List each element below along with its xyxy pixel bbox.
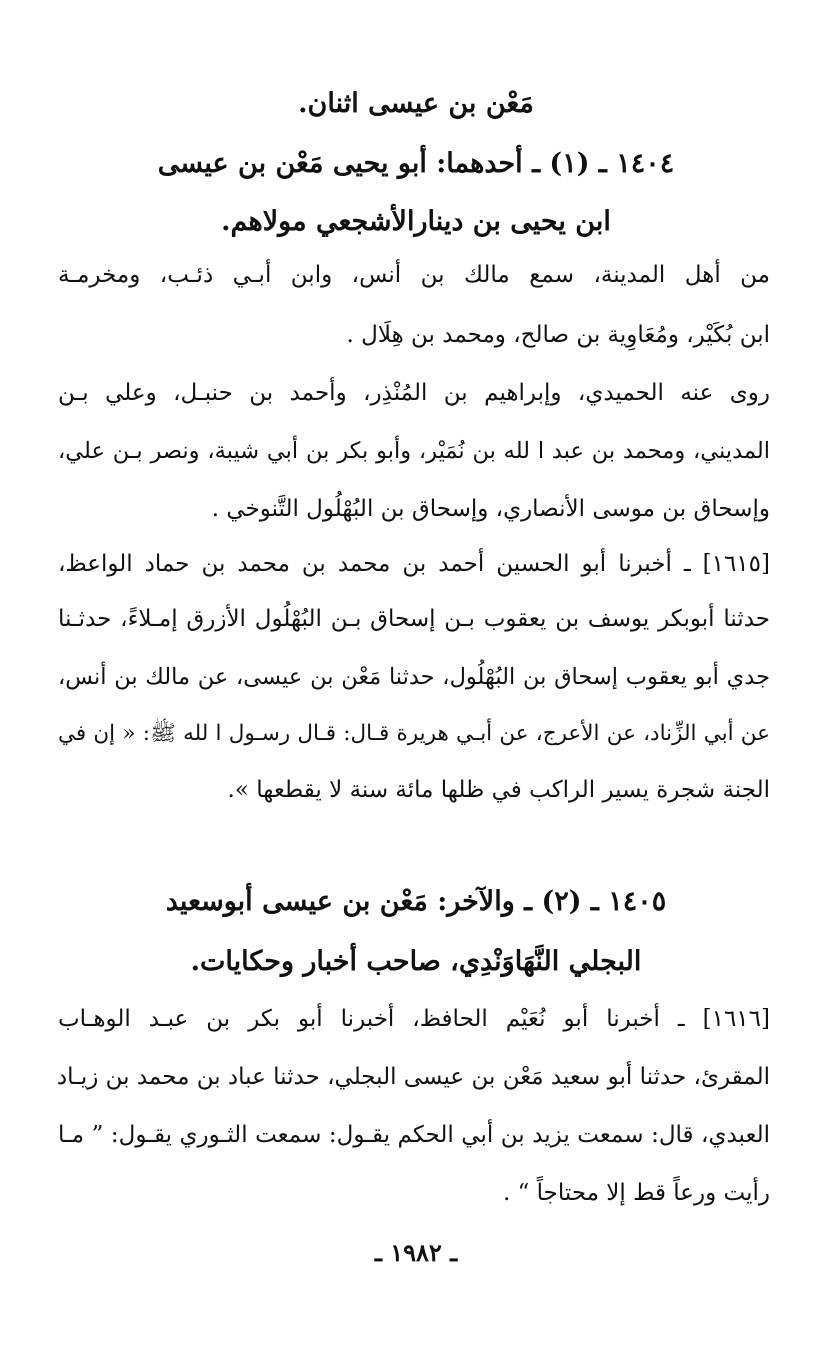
entry-1404-heading-line1: ١٤٠٤ ـ (١) ـ أحدهما: أبو يحيى مَعْن بن عيسى (157, 148, 675, 179)
narration-1616-line: المقرئ، حدثنا أبو سعيد مَعْن بن عيسى البجلي، حدثنا عباد بن محمد بن زيـاد (56, 1064, 770, 1090)
entry-1404-heading-line2: ابن يحيى بن دينارالأشجعي مولاهم. (221, 206, 611, 237)
narration-1615-line: حدثنا أبوبكر يوسف بن يعقوب بـن إسحاق بـن البُهْلُول الأزرق إمـلاءً، حدثـنا (58, 606, 770, 632)
narration-1615-line: عن أبي الزِّناد، عن الأعرج، عن أبـي هريرة قـال: قـال رسـول ا لله ﷺ: « إن في (58, 721, 770, 746)
narration-1615-line: جدي أبو يعقوب إسحاق بن البُهْلُول، حدثنا مَعْن بن عيسى، عن مالك بن أنس، (58, 664, 770, 690)
entry-1404-text-line: المديني، ومحمد بن عبد ا لله بن نُمَيْر، وأبو بكر بن أبي شيبة، ونصر بـن علي، (58, 438, 770, 464)
entry-1404-text-line: ابن بُكَيْر، ومُعَاوِية بن صالح، ومحمد بن هِلَال . (346, 322, 770, 348)
narration-1615-line: [١٦١٥] ـ أخبرنا أبو الحسين أحمد بن محمد بن محمد بن حماد الواعظ، (58, 551, 770, 577)
entry-1405-heading-line1: ١٤٠٥ ـ (٢) ـ والآخر: مَعْن بن عيسى أبوسعيد (165, 886, 667, 917)
entry-group-title: مَعْن بن عيسى اثنان. (298, 88, 534, 119)
narration-1616-line: العبدي، قال: سمعت يزيد بن أبي الحكم يقـول: سمعت الثـوري يقـول: ” مـا (58, 1122, 770, 1148)
page-number: ـ ١٩٨٢ ـ (374, 1238, 458, 1267)
narration-1615-line: الجنة شجرة يسير الراكب في ظلها مائة سنة لا يقطعها ». (227, 777, 770, 803)
narration-1616-line: رأيت ورعاً قط إلا محتاجاً “ . (502, 1180, 770, 1206)
narration-1616-line: [١٦١٦] ـ أخبرنا أبو نُعَيْم الحافظ، أخبرنا أبو بكر بن عبـد الوهـاب (58, 1006, 770, 1032)
entry-1404-text-line: من أهل المدينة، سمع مالك بن أنس، وابن أبـي ذئـب، ومخرمـة (58, 262, 770, 288)
entry-1405-heading-line2: البجلي النَّهَاوَنْدِي، صاحب أخبار وحكايات. (190, 946, 642, 977)
entry-1404-text-line: وإسحاق بن موسى الأنصاري، وإسحاق بن البُهْلُول التَّنوخي . (211, 496, 770, 522)
entry-1404-text-line: روى عنه الحميدي، وإبراهيم بن المُنْذِر، وأحمد بن حنبـل، وعلي بـن (58, 380, 770, 406)
